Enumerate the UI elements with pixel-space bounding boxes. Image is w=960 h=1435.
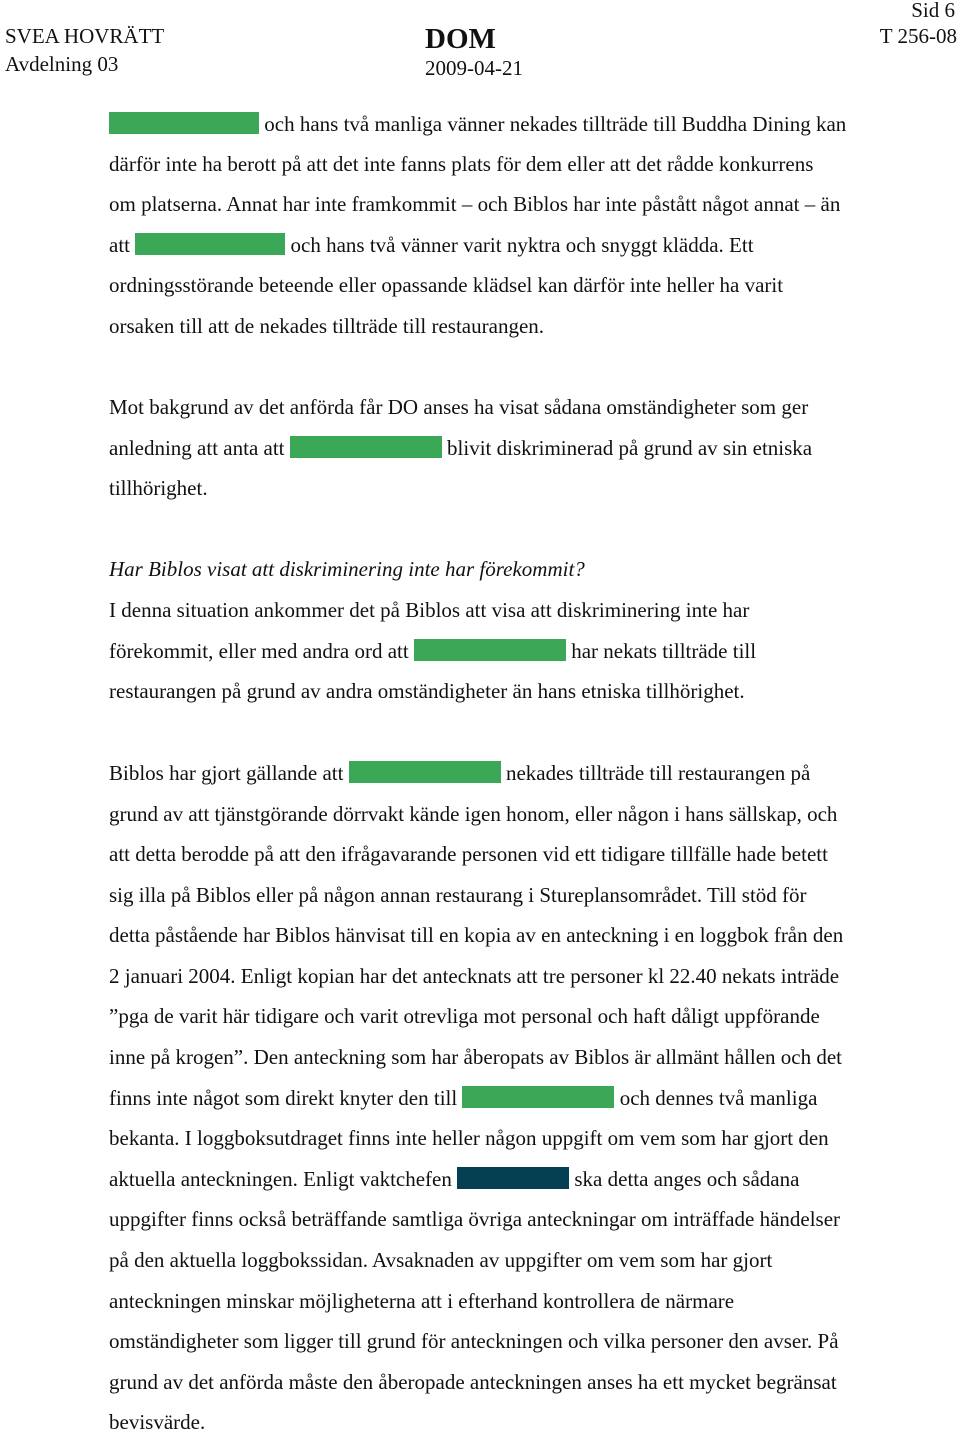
text-line	[109, 760, 810, 786]
text-line: Mot bakgrund av det anförda får DO anses ha visat sådana omständigheter som ger	[109, 395, 809, 419]
text-line: därför inte ha berott på att det inte fanns plats för dem eller att det rådde konkurrens	[109, 152, 814, 176]
redaction-block	[414, 639, 566, 661]
text-span: Biblos har gjort gällande att	[109, 761, 344, 785]
court-name: SVEA HOVRÄTT	[5, 24, 165, 48]
text-line: bekanta. I loggboksutdraget finns inte heller någon uppgift om vem som har gjort den	[109, 1126, 829, 1150]
text-line: bevisvärde.	[109, 1410, 206, 1434]
text-line: anteckningen minskar möjligheterna att i efterhand kontrollera de närmare	[109, 1289, 735, 1313]
page-number: Sid 6	[911, 0, 955, 22]
text-span: förekommit, eller med andra ord att	[109, 639, 409, 663]
redaction-block	[135, 233, 285, 255]
text-span: finns inte något som direkt knyter den till	[109, 1086, 458, 1110]
text-line	[109, 638, 756, 664]
text-line: ”pga de varit här tidigare och varit otrevliga mot personal och haft dåligt uppförande	[109, 1004, 820, 1028]
text-line: om platserna. Annat har inte framkommit – och Biblos har inte påstått något annat – än	[109, 192, 841, 216]
redaction-block	[349, 761, 501, 783]
text-line: att detta berodde på att den ifrågavarande personen vid ett tidigare tillfälle hade betett	[109, 842, 828, 866]
text-line: 2 januari 2004. Enligt kopian har det antecknats att tre personer kl 22.40 nekats inträde	[109, 964, 840, 988]
text-line	[109, 435, 812, 461]
text-line: uppgifter finns också beträffande samtliga övriga anteckningar om inträffade händelser	[109, 1207, 841, 1231]
case-number: T 256-08	[879, 24, 957, 48]
redaction-block	[462, 1086, 614, 1108]
text-line: ordningsstörande beteende eller opassande klädsel kan därför inte heller ha varit	[109, 273, 784, 297]
text-line: inne på krogen”. Den anteckning som har åberopats av Biblos är allmänt hållen och det	[109, 1045, 843, 1069]
text-span: och hans två vänner varit nyktra och snyggt klädda. Ett	[290, 233, 754, 257]
text-span: ska detta anges och sådana	[574, 1167, 800, 1191]
text-span: aktuella anteckningen. Enligt vaktchefen	[109, 1167, 452, 1191]
document-date: 2009-04-21	[425, 56, 523, 80]
text-line: orsaken till att de nekades tillträde till restaurangen.	[109, 314, 545, 338]
text-span: anledning att anta att	[109, 436, 285, 460]
text-span: och hans två manliga vänner nekades tillträde till Buddha Dining kan	[264, 112, 847, 136]
text-line: restaurangen på grund av andra omständigheter än hans etniska tillhörighet.	[109, 679, 745, 703]
text-line	[109, 232, 754, 258]
text-span: att	[109, 233, 130, 257]
text-span: har nekats tillträde till	[571, 639, 757, 663]
text-line: omständigheter som ligger till grund för anteckningen och vilka personer den avser. På	[109, 1329, 839, 1353]
redaction-block	[457, 1167, 569, 1189]
text-line: på den aktuella loggbokssidan. Avsaknaden av uppgifter om vem som har gjort	[109, 1248, 773, 1272]
text-line: tillhörighet.	[109, 476, 208, 500]
text-line: I denna situation ankommer det på Biblos att visa att diskriminering inte har	[109, 598, 750, 622]
text-span: blivit diskriminerad på grund av sin etniska	[447, 436, 813, 460]
text-line	[109, 1166, 799, 1192]
text-span: nekades tillträde till restaurangen på	[505, 761, 811, 785]
text-line: grund av det anförda måste den åberopade anteckningen anses ha ett mycket begränsat	[109, 1370, 837, 1394]
department: Avdelning 03	[5, 52, 119, 76]
text-line	[109, 111, 846, 137]
document-type: DOM	[425, 23, 496, 55]
text-line: detta påstående har Biblos hänvisat till en kopia av en anteckning i en loggbok från den	[109, 923, 844, 947]
redaction-block	[109, 112, 259, 134]
redaction-block	[290, 436, 442, 458]
text-line	[109, 1085, 817, 1111]
section-heading: Har Biblos visat att diskriminering inte har förekommit?	[109, 557, 585, 581]
text-span: och dennes två manliga	[619, 1086, 818, 1110]
text-line: grund av att tjänstgörande dörrvakt kände igen honom, eller någon i hans sällskap, och	[109, 802, 838, 826]
text-line: sig illa på Biblos eller på någon annan restaurang i Stureplansområdet. Till stöd för	[109, 883, 807, 907]
